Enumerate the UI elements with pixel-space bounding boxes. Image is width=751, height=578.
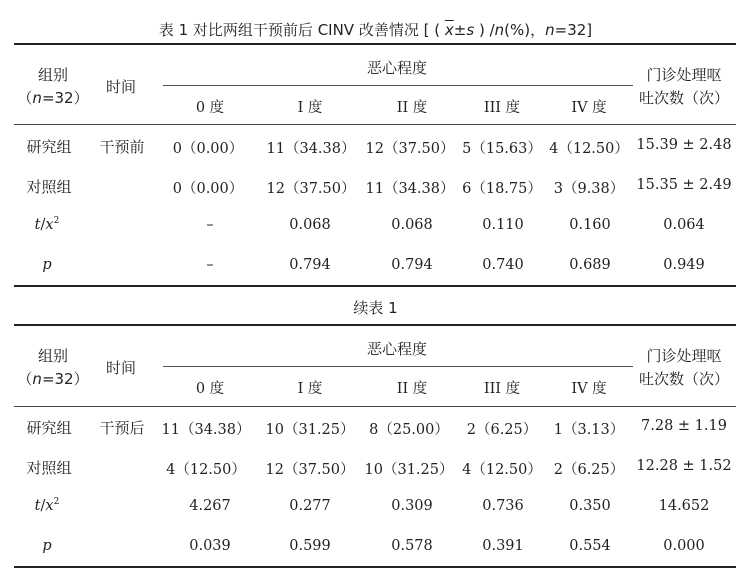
header2-nausea: 恶心程度 — [366, 340, 428, 358]
t2-row1-g1: 10（31.25） — [265, 422, 355, 438]
t2-p-g2: 0.578 — [391, 538, 433, 554]
t1-stat-g3: 0.110 — [482, 217, 524, 233]
table2-top-rule — [14, 324, 736, 326]
t2-p-g4: 0.554 — [569, 538, 611, 554]
t1-row1-group: 研究组 — [26, 138, 72, 156]
t1-p-g4: 0.689 — [569, 257, 611, 273]
t1-p-g2: 0.794 — [391, 257, 433, 273]
header-grade-0: 0 度 — [195, 100, 225, 116]
table2-header-rule — [14, 406, 736, 407]
t1-stat-vomit: 0.064 — [663, 217, 705, 233]
continuation-title: 续表 1 — [353, 299, 398, 317]
t2-row2-vomit: 12.28 ± 1.52 — [636, 458, 732, 474]
t1-stat-g1: 0.068 — [289, 217, 331, 233]
t2-row2-group: 对照组 — [26, 459, 72, 477]
t2-row2-g3: 4（12.50） — [462, 462, 542, 478]
t1-row2-group: 对照组 — [26, 178, 72, 196]
t1-stat-g4: 0.160 — [569, 217, 611, 233]
header2-grade-2: II 度 — [396, 381, 428, 397]
t1-row1-time: 干预前 — [99, 138, 145, 156]
header2-grade-1: I 度 — [297, 381, 323, 397]
t2-row1-time: 干预后 — [99, 419, 145, 437]
t2-p-label: p — [42, 538, 52, 554]
t2-stat-g4: 0.350 — [569, 498, 611, 514]
t1-row2-g3: 6（18.75） — [462, 181, 542, 197]
t2-row1-g3: 2（6.25） — [466, 422, 538, 438]
t2-p-g1: 0.599 — [289, 538, 331, 554]
header2-grade-4: IV 度 — [571, 381, 607, 397]
t1-row1-g3: 5（15.63） — [462, 141, 542, 157]
t1-row1-vomit: 15.39 ± 2.48 — [636, 137, 732, 153]
t1-row1-g1: 11（34.38） — [266, 141, 356, 157]
t1-row1-g0: 0（0.00） — [172, 141, 244, 157]
header2-group: 组别 — [37, 347, 69, 365]
t1-row2-g1: 12（37.50） — [266, 181, 356, 197]
t2-row2-g4: 2（6.25） — [553, 462, 625, 478]
t1-p-g0: – — [206, 257, 214, 273]
t2-row1-vomit: 7.28 ± 1.19 — [641, 418, 727, 434]
t2-row1-g2: 8（25.00） — [369, 422, 449, 438]
t2-stat-g1: 0.277 — [289, 498, 331, 514]
t1-row2-vomit: 15.35 ± 2.49 — [636, 177, 732, 193]
t1-stat-label: $t/x^2$ — [34, 216, 60, 233]
header2-vomit-line2: 吐次数（次） — [638, 370, 730, 388]
header-nausea: 恶心程度 — [366, 59, 428, 77]
header-group-n: （n=32） — [17, 89, 89, 107]
t1-row2-g2: 11（34.38） — [365, 181, 455, 197]
table1-bottom-rule — [14, 285, 736, 287]
header-grade-2: II 度 — [396, 100, 428, 116]
t2-stat-g3: 0.736 — [482, 498, 524, 514]
header-vomit-line2: 吐次数（次） — [638, 89, 730, 107]
header2-grade-0: 0 度 — [195, 381, 225, 397]
header-time: 时间 — [105, 78, 137, 96]
t1-row1-g4: 4（12.50） — [549, 141, 629, 157]
t2-row1-g4: 1（3.13） — [553, 422, 625, 438]
t1-row2-g4: 3（9.38） — [553, 181, 625, 197]
table2-bottom-rule — [14, 566, 736, 568]
t2-row1-g0: 11（34.38） — [161, 422, 251, 438]
t1-row1-g2: 12（37.50） — [365, 141, 455, 157]
t1-p-g3: 0.740 — [482, 257, 524, 273]
t2-stat-g2: 0.309 — [391, 498, 433, 514]
t2-row2-g0: 4（12.50） — [166, 462, 246, 478]
t1-p-vomit: 0.949 — [663, 257, 705, 273]
header-subline — [163, 85, 633, 86]
t2-p-g0: 0.039 — [189, 538, 231, 554]
t2-stat-g0: 4.267 — [189, 498, 231, 514]
t2-stat-label: $t/x^2$ — [34, 497, 60, 514]
header2-subline — [163, 366, 633, 367]
header-vomit-line1: 门诊处理呕 — [646, 66, 722, 84]
header2-time: 时间 — [105, 359, 137, 377]
t1-p-label: p — [42, 257, 52, 273]
header2-group-n: （n=32） — [17, 370, 89, 388]
t2-p-vomit: 0.000 — [663, 538, 705, 554]
t1-row2-g0: 0（0.00） — [172, 181, 244, 197]
t2-row1-group: 研究组 — [26, 419, 72, 437]
table1-top-rule — [14, 43, 736, 45]
header-grade-3: III 度 — [483, 100, 521, 116]
header-grade-4: IV 度 — [571, 100, 607, 116]
t2-p-g3: 0.391 — [482, 538, 524, 554]
t1-stat-g2: 0.068 — [391, 217, 433, 233]
t1-p-g1: 0.794 — [289, 257, 331, 273]
table-title: 表 1 对比两组干预前后 CINV 改善情况 [ ( $\overline{x}\pm s$ ) /n(%)，n=32] — [158, 21, 593, 39]
header2-vomit-line1: 门诊处理呕 — [646, 347, 722, 365]
t2-row2-g2: 10（31.25） — [364, 462, 454, 478]
t2-stat-vomit: 14.652 — [658, 498, 710, 514]
header-grade-1: I 度 — [297, 100, 323, 116]
table1-header-rule — [14, 124, 736, 125]
header2-grade-3: III 度 — [483, 381, 521, 397]
header-group: 组别 — [37, 66, 69, 84]
t2-row2-g1: 12（37.50） — [265, 462, 355, 478]
t1-stat-g0: – — [206, 217, 214, 233]
